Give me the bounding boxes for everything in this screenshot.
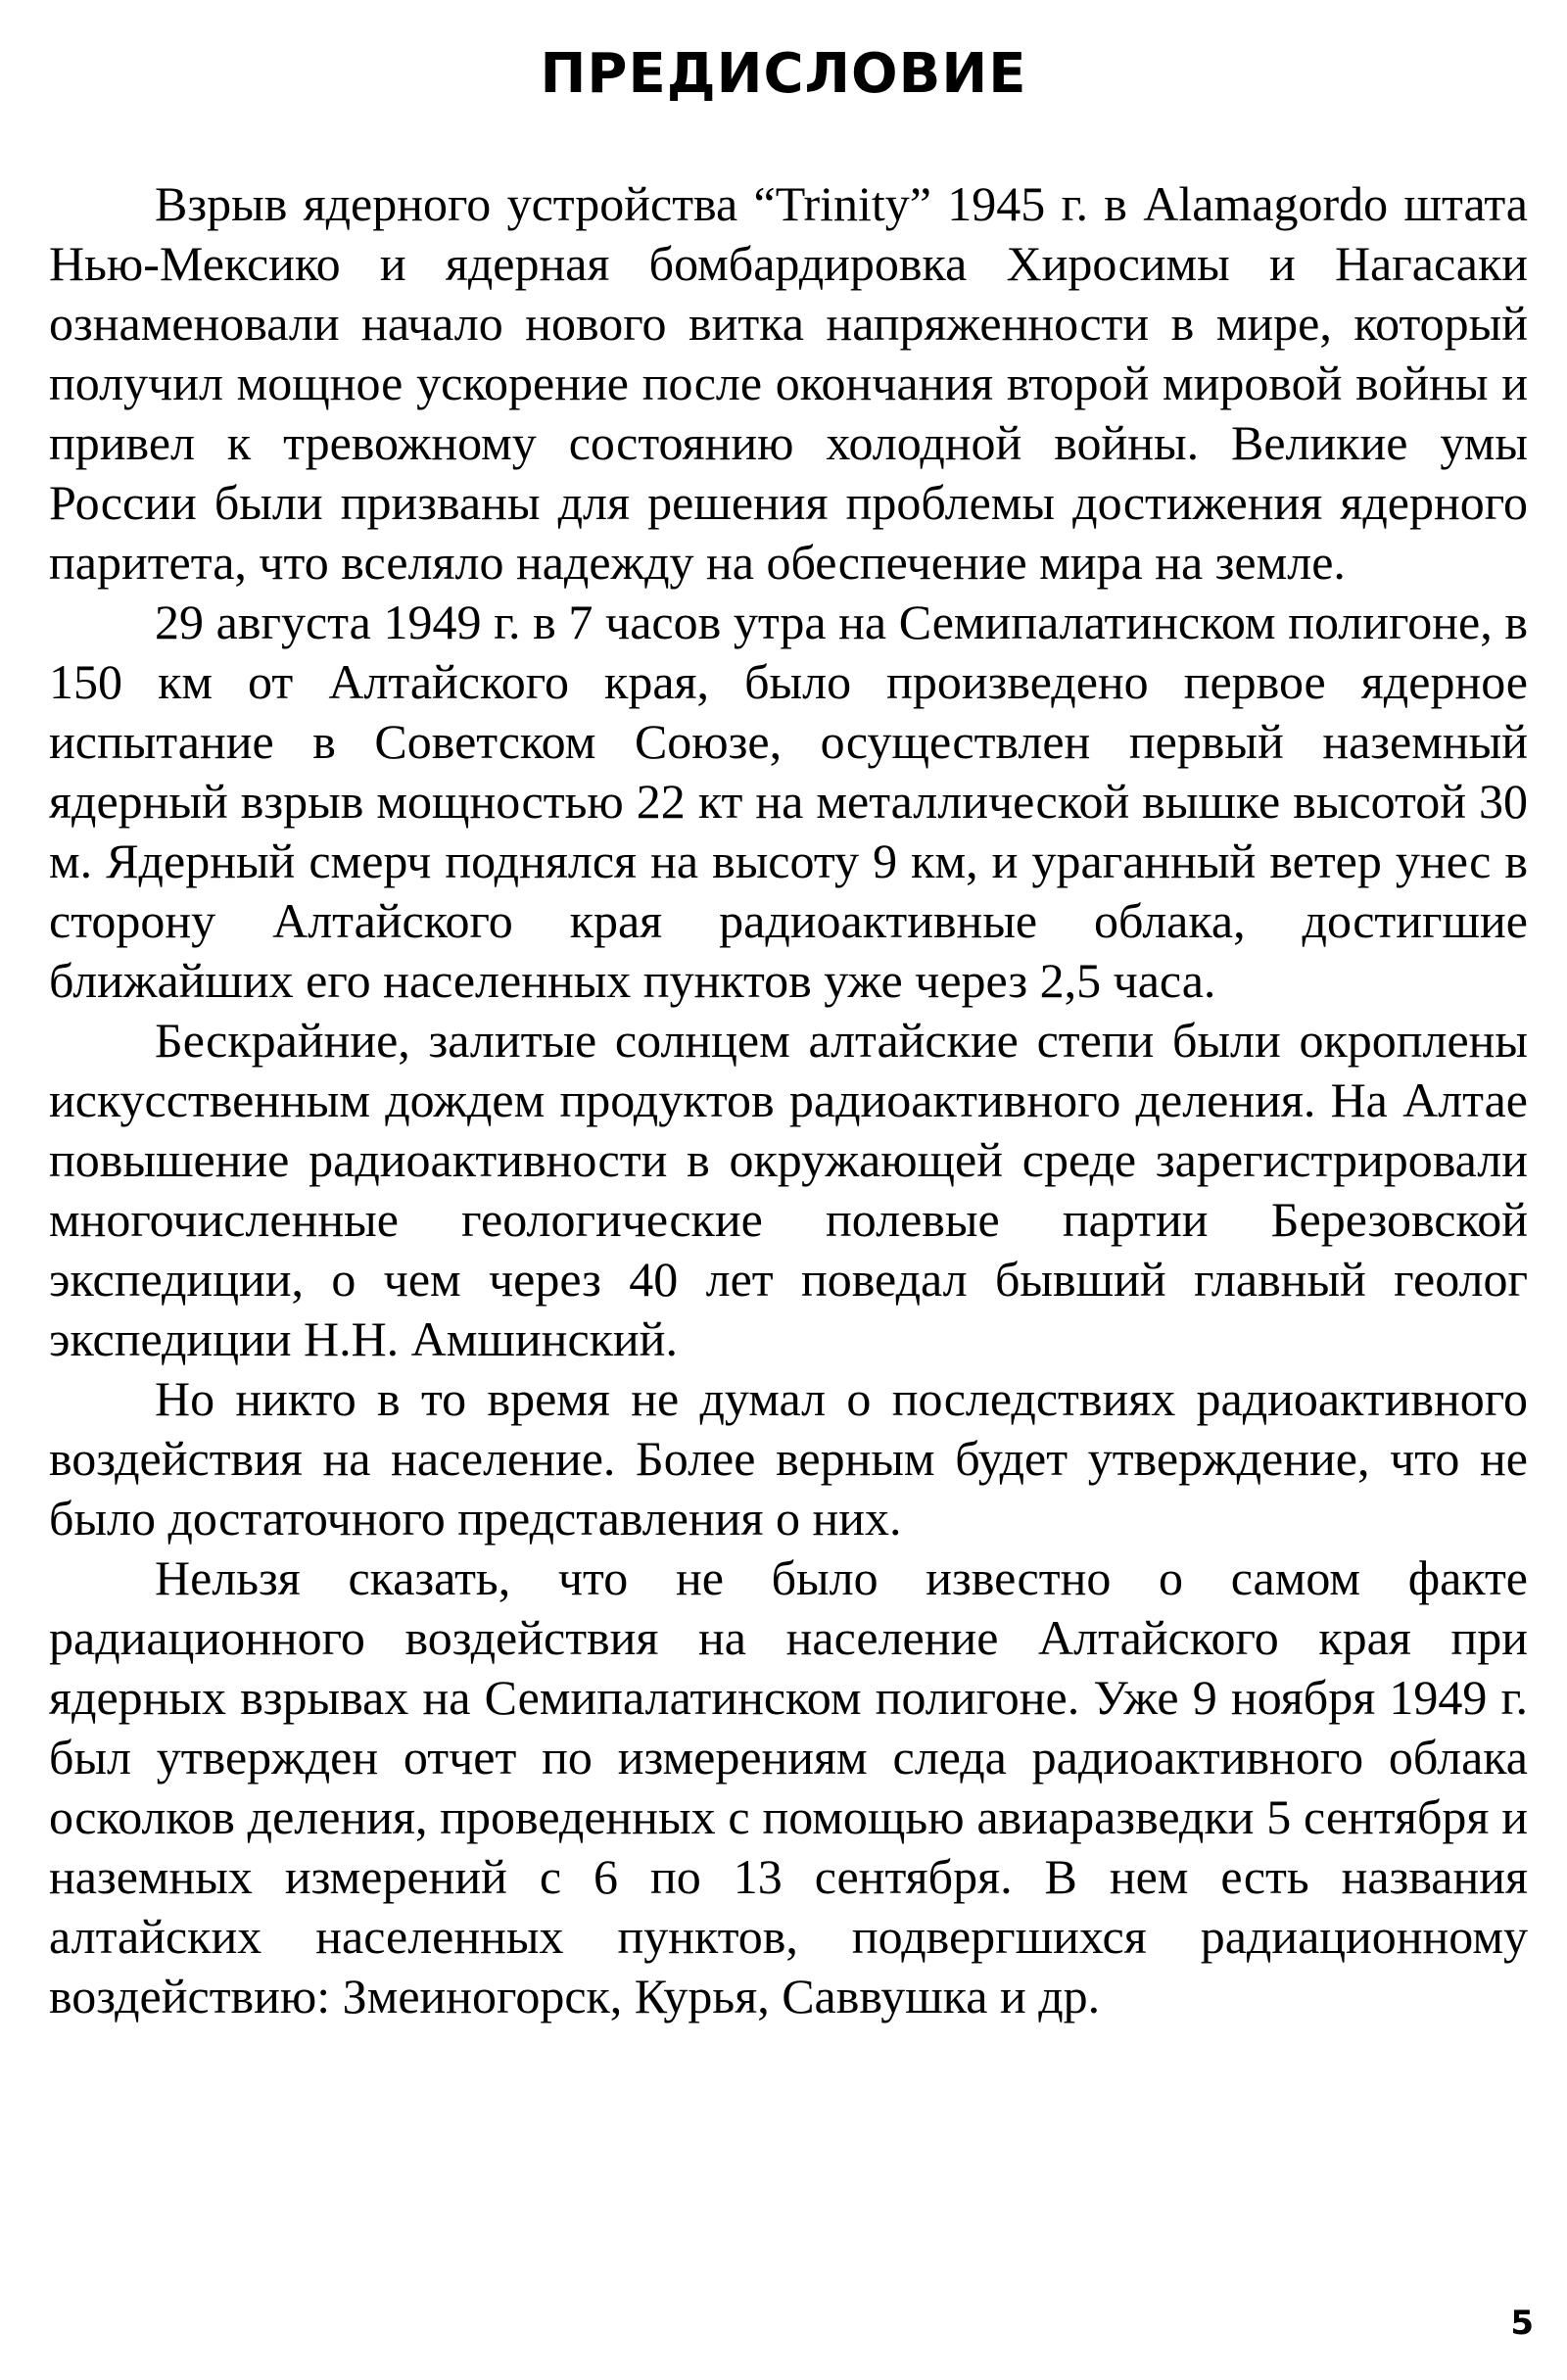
page-number: 5 xyxy=(1510,2304,1534,2343)
paragraph-1: Взрыв ядерного устройства “Trinity” 1945 г. в Alamagordo штата Нью-Мексико и ядерная бомбардировка Хиросимы и Нагасаки ознаменовали начало нового витка напряженности в мире, который получил мощное ускорение после окончания второй мировой войны и привел к тревожному состоянию холодной войны. Великие умы России были призваны для решения проблемы достижения ядерного паритета, что вселяло надежду на обеспечение мира на земле. xyxy=(49,176,1528,590)
paragraph-3: Бескрайние, залитые солнцем алтайские степи были окроплены искусственным дождем продуктов радиоактивного деления. На Алтае повышение радиоактивности в окружающей среде зарегистрировали многочисленные геологические полевые партии Березовской экспедиции, о чем через 40 лет поведал бывший главный геолог экспедиции Н.Н. Амшинский. xyxy=(49,1013,1528,1366)
body-text xyxy=(49,174,1528,2026)
page-title: ПРЕДИСЛОВИЕ xyxy=(540,42,1027,106)
paragraph-2: 29 августа 1949 г. в 7 часов утра на Семипалатинском полигоне, в 150 км от Алтайского края, было произведено первое ядерное испытание в Советском Союзе, осуществлен первый наземный ядерный взрыв мощностью 22 кт на металлической вышке высотой 30 м. Ядерный смерч поднялся на высоту 9 км, и ураганный ветер унес в сторону Алтайского края радиоактивные облака, достигшие ближайших его населенных пунктов уже через 2,5 часа. xyxy=(49,595,1528,1008)
paragraph-4: Но никто в то время не думал о последствиях радиоактивного воздействия на население. Более верным будет утверждение, что не было достаточного представления о них. xyxy=(49,1371,1528,1546)
paragraph-5: Нельзя сказать, что не было известно о самом факте радиационного воздействия на население Алтайского края при ядерных взрывах на Семипалатинском полигоне. Уже 9 ноября 1949 г. был утвержден отчет по измерениям следа радиоактивного облака осколков деления, проведенных с помощью авиаразведки 5 сентября и наземных измерений с 6 по 13 сентября. В нем есть названия алтайских населенных пунктов, подвергшихся радиационному воздействию: Змеиногорск, Курья, Саввушка и др. xyxy=(49,1550,1528,2023)
